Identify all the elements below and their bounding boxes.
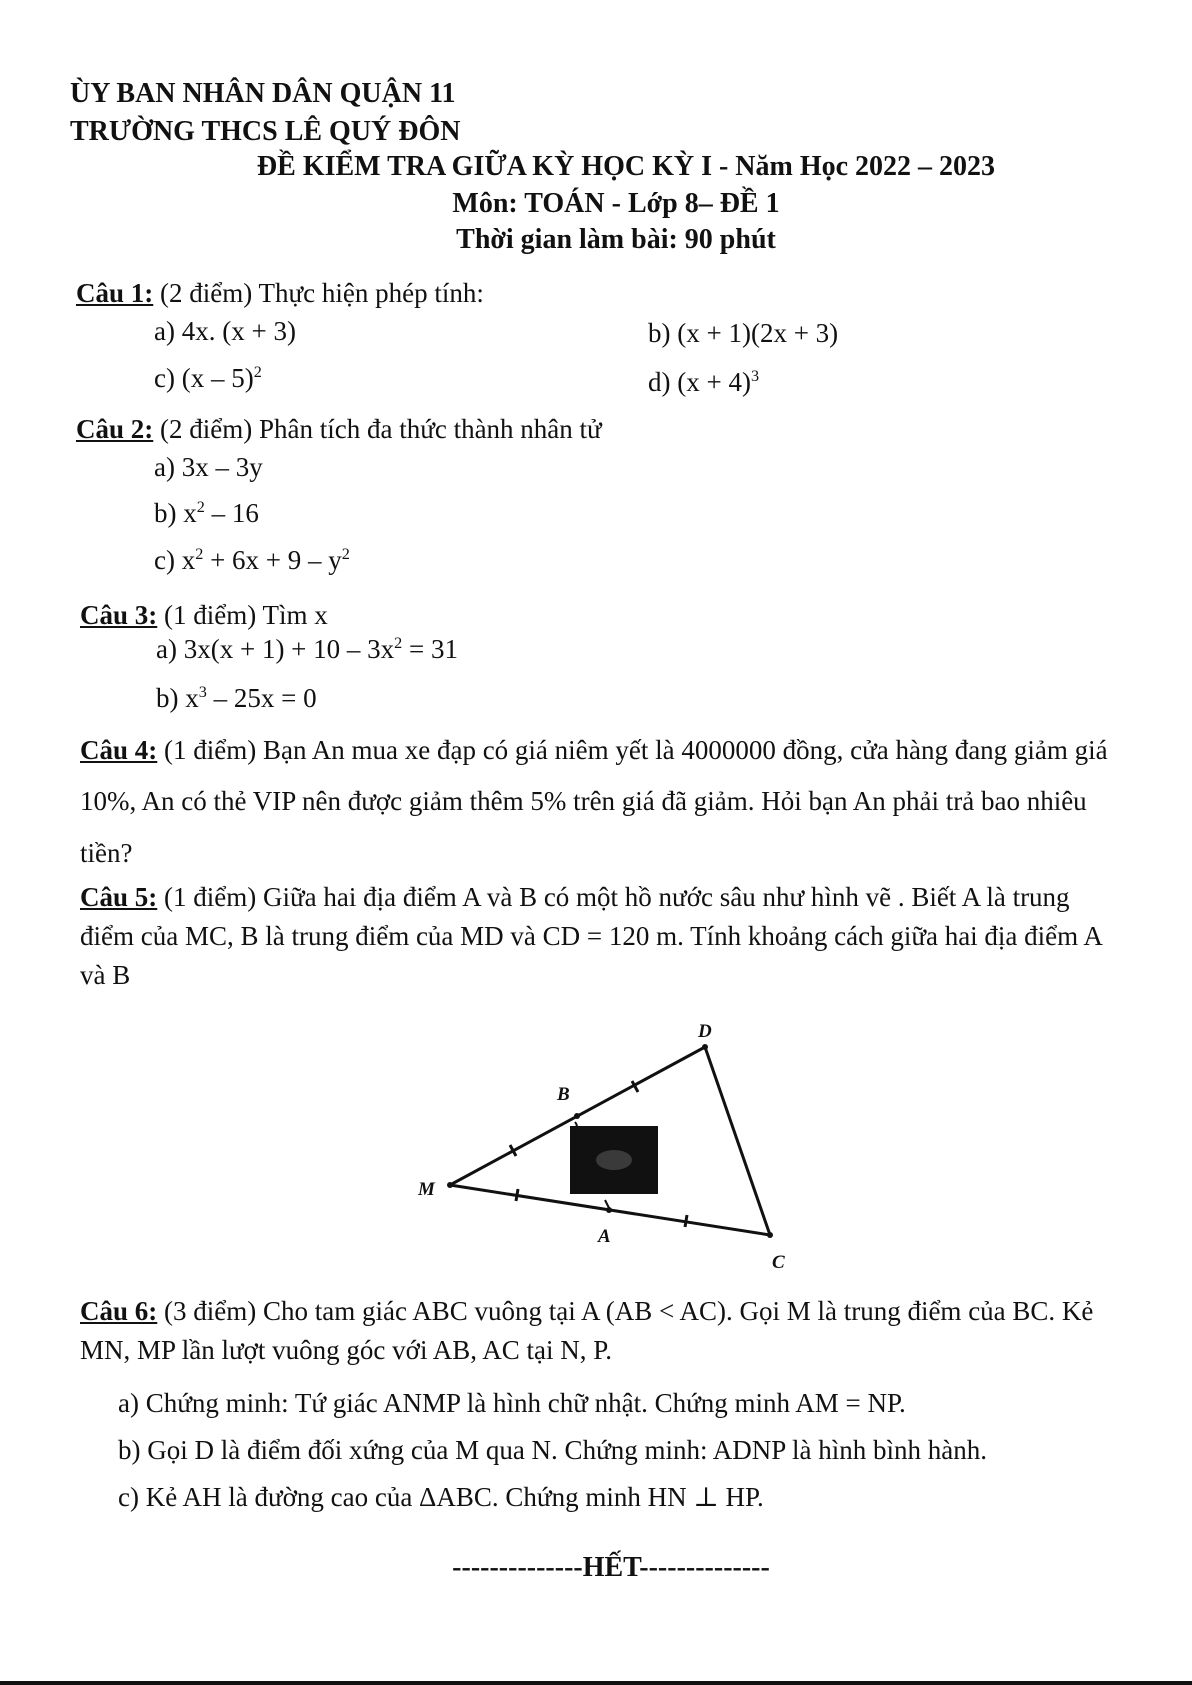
question-2-text: (2 điểm) Phân tích đa thức thành nhân tử (153, 414, 602, 444)
q6-part-c: c) Kẻ AH là đường cao của ΔABC. Chứng minh HN ⊥ HP. (118, 1482, 764, 1512)
question-2 (76, 414, 602, 445)
question-1-label: Câu 1: (76, 278, 154, 308)
tick-ma (516, 1189, 518, 1201)
question-1 (76, 278, 484, 309)
question-5-text: (1 điểm) Giữa hai địa điểm A và B có một hồ nước sâu như hình vẽ . Biết A là trung điểm của MC, B là trung điểm của MD và CD = 120 m. Tính khoảng cách giữa hai địa điểm A và B (80, 882, 1102, 991)
q1-part-a: a) 4x. (x + 3) (154, 316, 296, 346)
question-2-label: Câu 2: (76, 414, 154, 444)
question-5-label: Câu 5: (80, 882, 158, 912)
org-name: ÙY BAN NHÂN DÂN QUẬN 11 (70, 78, 456, 109)
question-5 (80, 878, 1120, 995)
q1-part-d: d) $(x + 4)^3$ (648, 367, 760, 397)
point-b (574, 1113, 580, 1119)
q6-part-a: a) Chứng minh: Tứ giác ANMP là hình chữ nhật. Chứng minh AM = NP. (118, 1388, 906, 1418)
q6-part-b: b) Gọi D là điểm đối xứng của M qua N. Chứng minh: ADNP là hình bình hành. (118, 1435, 987, 1465)
school-name: TRƯỜNG THCS LÊ QUÝ ĐÔN (70, 116, 461, 147)
q2-part-c: c) $x^2 + 6x + 9 - y^2$ (154, 545, 350, 575)
question-1-text: (2 điểm) Thực hiện phép tính: (153, 278, 484, 308)
label-m: M (418, 1179, 435, 1200)
q2-part-a: a) 3x – 3y (154, 452, 263, 482)
point-c (767, 1232, 773, 1238)
question-4-label: Câu 4: (80, 735, 158, 765)
q3-part-b: b) $x^3 - 25x = 0$ (156, 683, 317, 713)
side-dc (705, 1047, 770, 1235)
exam-title: ĐỀ KIỂM TRA GIỮA KỲ HỌC KỲ I - Năm Học 2022 – 2023 (256, 151, 996, 182)
question-6 (80, 1292, 1120, 1370)
question-3-label: Câu 3: (80, 600, 158, 630)
question-4-text: (1 điểm) Bạn An mua xe đạp có giá niêm yết là 4000000 đồng, cửa hàng đang giảm giá 10%, An có thẻ VIP nên được giảm thêm 5% trên giá đã giảm. Hỏi bạn An phải trả bao nhiêu tiền? (80, 735, 1108, 868)
q2-part-b: b) $x^2 - 16$ (154, 498, 259, 528)
question-6-text: (3 điểm) Cho tam giác ABC vuông tại A (AB < AC). Gọi M là trung điểm của BC. Kẻ MN, MP lần lượt vuông góc với AB, AC tại N, P. (80, 1296, 1094, 1366)
question-4 (80, 725, 1120, 879)
lake-triangle-figure (400, 1010, 820, 1280)
page-bottom-edge (0, 1681, 1192, 1685)
exam-subject: Môn: TOÁN - Lớp 8– ĐỀ 1 (452, 188, 780, 219)
label-b: B (557, 1084, 570, 1105)
label-a: A (598, 1226, 611, 1247)
lake-shading (596, 1150, 632, 1170)
q1-part-b: b) (x + 1)(2x + 3) (648, 318, 839, 348)
exam-time: Thời gian làm bài: 90 phút (456, 224, 776, 255)
q3-part-a: a) $3x(x + 1) + 10 - 3x^2 = 31$ (156, 634, 458, 664)
question-3-text: (1 điểm) Tìm x (157, 600, 328, 630)
label-c: C (772, 1252, 785, 1273)
q1-part-c: c) (x – 5)$^2$ (154, 363, 262, 393)
label-d: D (698, 1021, 712, 1042)
tick-ac (685, 1215, 687, 1227)
point-m (447, 1182, 453, 1188)
question-6-label: Câu 6: (80, 1296, 158, 1326)
point-a (606, 1207, 612, 1213)
point-d (702, 1044, 708, 1050)
end-marker: --------------HẾT-------------- (452, 1552, 770, 1583)
question-3 (80, 600, 328, 631)
